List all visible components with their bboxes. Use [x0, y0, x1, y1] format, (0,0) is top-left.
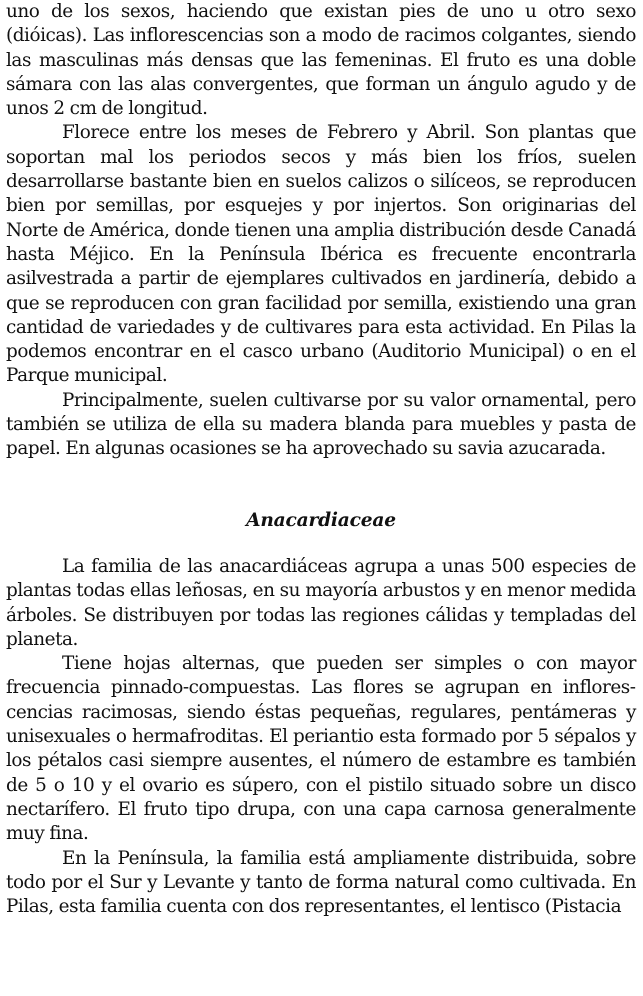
document-page — [6, 0, 636, 919]
paragraph-floracion: Florece entre los meses de Febrero y Abril. Son plantas que soportan mal los periodos secos y más bien los fríos, suelen desarrollarse bastante bien en suelos calizos o silíceos, se reproducen bien por semillas, por esquejes y por injertos. Son originarias del Norte de América, donde tienen una amplia distribución desde Canadá hasta Méjico. En la Península Ibérica es frecuente encontrarla asilvestrada a partir de ejemplares cultivados en jardinería, debido a que se reproducen con gran facilidad por semilla, existiendo una gran cantidad de variedades y de cultivares para esta actividad. En Pilas la podemos encontrar en el casco urbano (Auditorio Municipal) o en el Parque municipal. — [6, 122, 636, 387]
paragraph-familia: La familia de las anacardiáceas agrupa a unas 500 especies de plantas todas ellas leñosas, en su mayoría arbustos y en menor medida árboles. Se distribuyen por todas las regiones cálidas y templadas del planeta. — [6, 555, 636, 650]
paragraph-distribucion: En la Península, la familia está ampliamente distribuida, sobre todo por el Sur y Levante y tanto de forma natural como cultivada. En Pilas, esta familia cuenta con dos representantes, el lentisco (Pistacia — [6, 847, 636, 918]
paragraph-usos: Principalmente, suelen cultivarse por su valor ornamental, pero también se utiliza de ella su madera blanda para muebles y pasta de papel. En algunas ocasiones se ha aprovechado su savia azucarada. — [6, 389, 636, 460]
paragraph-dioicas: uno de los sexos, haciendo que existan pies de uno u otro sexo (dióicas). Las inflorescencias son a modo de racimos colgantes, siendo las masculinas más densas que las femeninas. El fruto es una doble sámara con las alas convergentes, que forman un ángulo agudo y de unos 2 cm de longitud. — [6, 1, 636, 120]
paragraph-morfologia: Tiene hojas alternas, que pueden ser simples o con mayor frecuencia pinnado-compuestas. Las flores se agrupan en inflorescencias racimosas, siendo éstas pequeñas, regulares, pentámeras y unisexuales o hermafroditas. El periantio esta formado por 5 sépalos y los pétalos casi siempre ausentes, el número de estambre es también de 5 o 10 y el ovario es súpero, con el pistilo situado sobre un disco nectarífero. El fruto tipo drupa, con una capa carnosa generalmente muy fina. — [6, 653, 636, 845]
section-heading: Anacardiaceae — [246, 509, 396, 531]
